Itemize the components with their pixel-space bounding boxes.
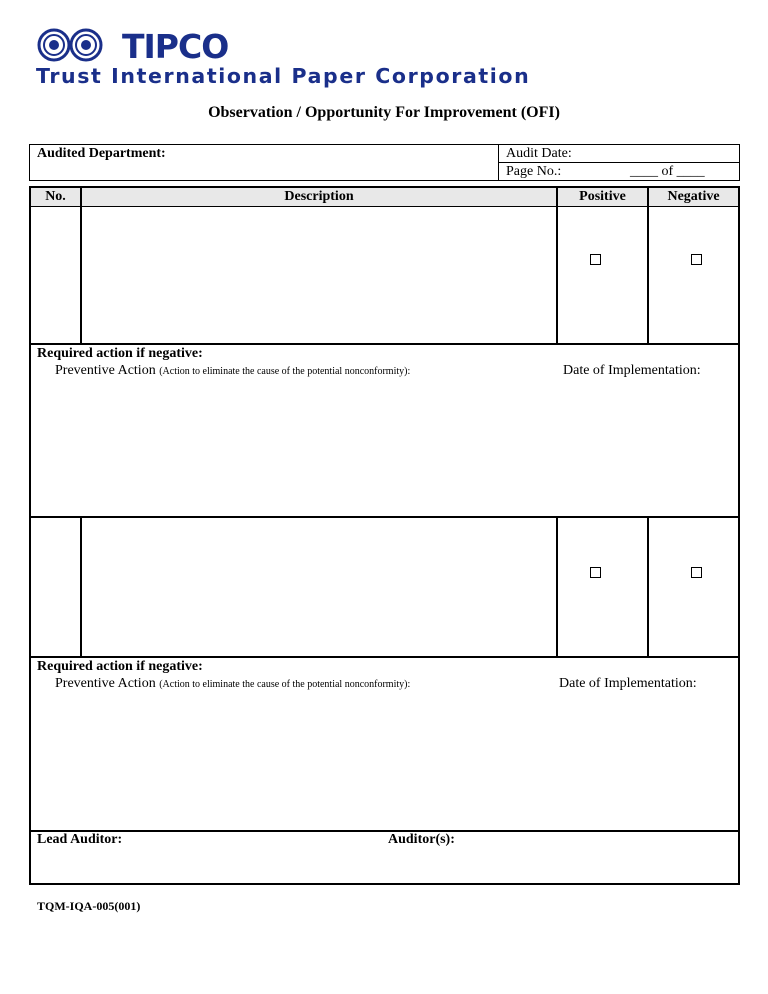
action-area[interactable] xyxy=(31,382,738,516)
col-positive-header: Positive xyxy=(558,188,647,206)
lead-auditor-label: Lead Auditor: xyxy=(37,832,123,847)
negative-checkbox[interactable] xyxy=(691,254,702,265)
col-description-header: Description xyxy=(82,188,556,206)
tipco-logo xyxy=(36,27,116,68)
required-action-label: Required action if negative: xyxy=(37,346,203,361)
preventive-action-line xyxy=(55,363,410,379)
document-code: TQM-IQA-005(001) xyxy=(37,899,141,913)
audit-date-label: Audit Date: xyxy=(506,146,572,161)
preventive-action-note: (Action to eliminate the cause of the potential nonconformity): xyxy=(159,366,411,377)
audited-department-label: Audited Department: xyxy=(37,146,166,161)
page-of-field: ____ of ____ xyxy=(630,164,705,179)
preventive-action-label: Preventive Action xyxy=(55,363,156,378)
observation-row xyxy=(31,518,738,656)
observation-row xyxy=(31,207,738,343)
action-area[interactable] xyxy=(31,696,738,830)
preventive-action-line xyxy=(55,676,410,692)
form-title: Observation / Opportunity For Improvement (OFI) xyxy=(208,104,560,121)
page-no-label: Page No.: xyxy=(506,164,562,179)
positive-checkbox[interactable] xyxy=(590,567,601,578)
auditors-label: Auditor(s): xyxy=(388,832,455,847)
col-no-header: No. xyxy=(31,188,80,206)
negative-checkbox[interactable] xyxy=(691,567,702,578)
preventive-action-note: (Action to eliminate the cause of the potential nonconformity): xyxy=(159,679,411,690)
preventive-action-label: Preventive Action xyxy=(55,676,156,691)
col-negative-header: Negative xyxy=(649,188,738,206)
date-of-implementation-label: Date of Implementation: xyxy=(563,363,701,378)
date-of-implementation-label: Date of Implementation: xyxy=(559,676,697,691)
positive-checkbox[interactable] xyxy=(590,254,601,265)
tipco-logo-circles-icon xyxy=(36,27,116,63)
company-name: Trust International Paper Corporation xyxy=(36,64,531,88)
required-action-label: Required action if negative: xyxy=(37,659,203,674)
brand-name: TIPCO xyxy=(122,27,229,66)
